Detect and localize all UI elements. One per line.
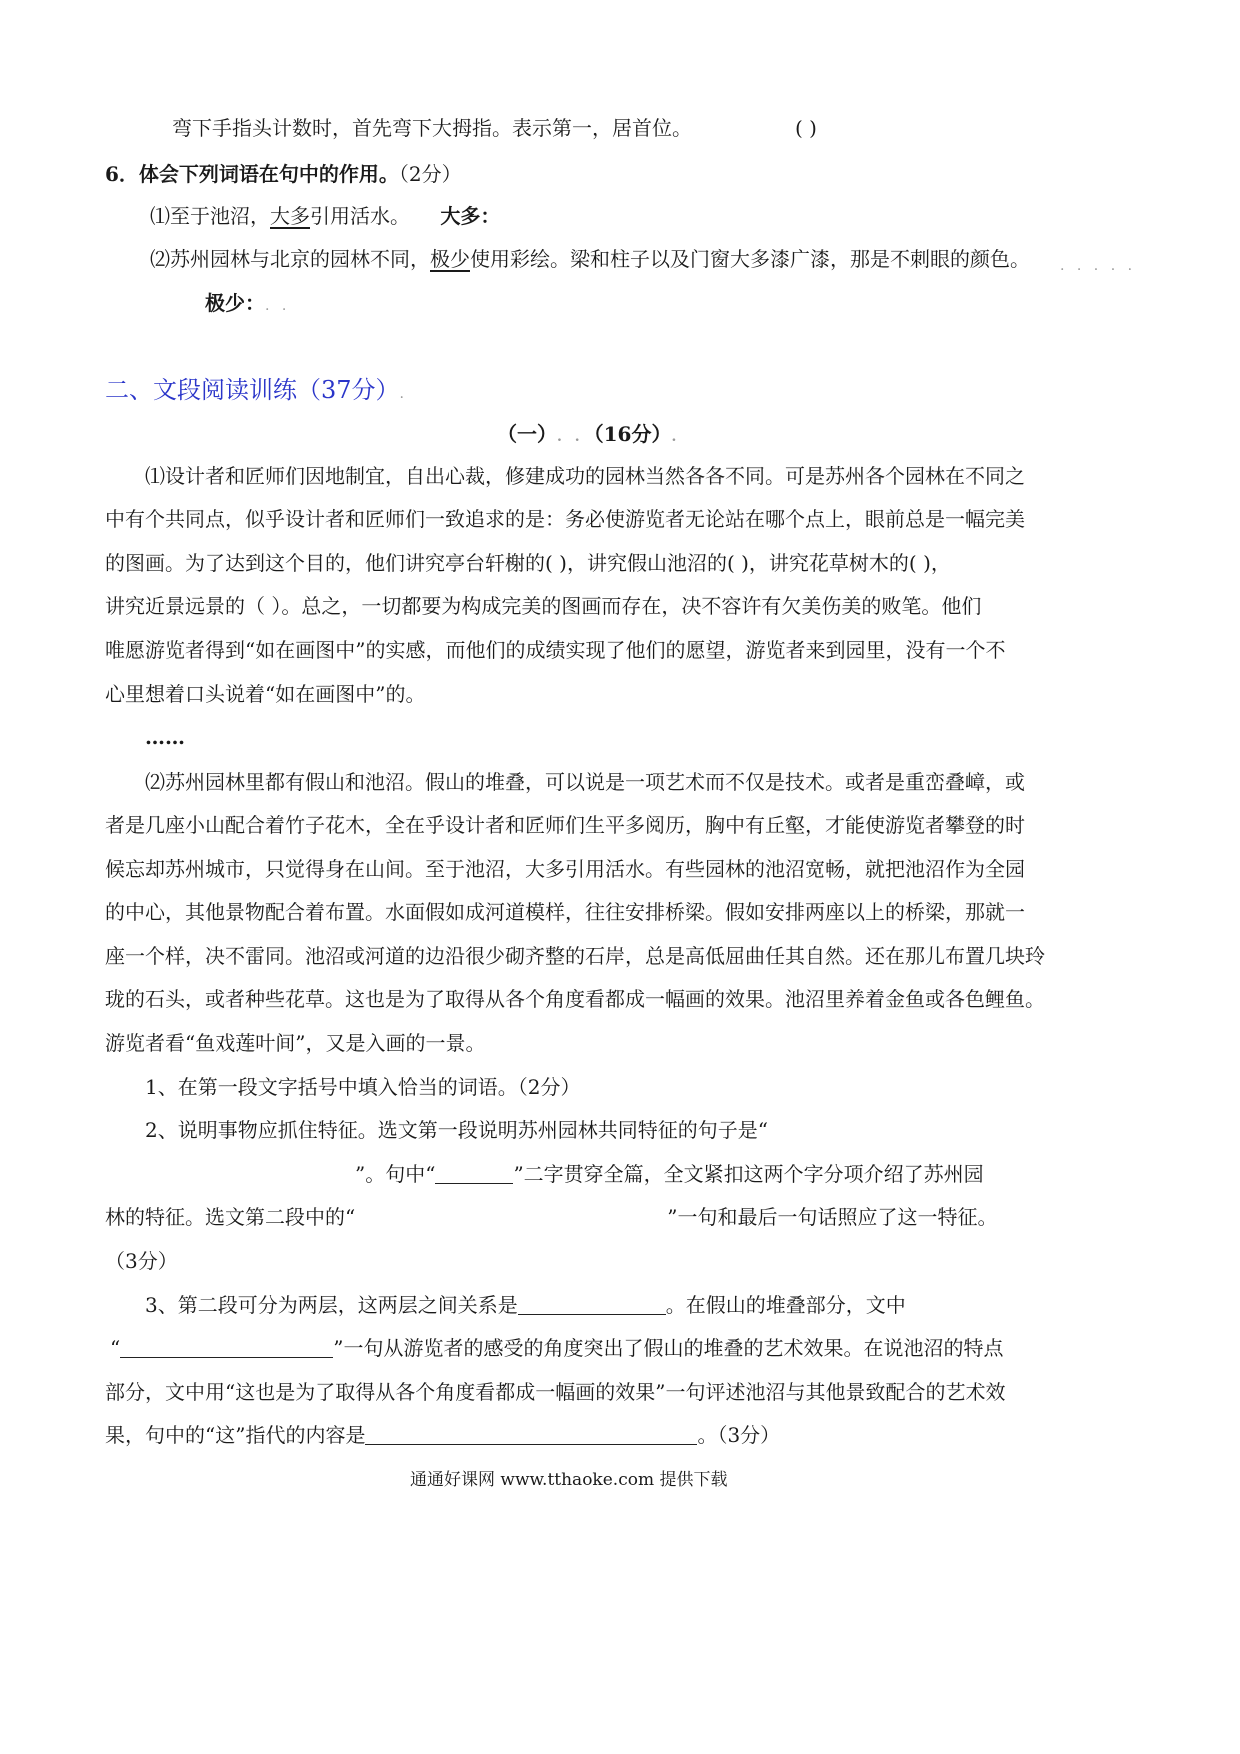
part1-dot: . xyxy=(671,429,681,445)
question-2-score: （3分） xyxy=(105,1249,178,1273)
q6-item1-post: 引用活水。 xyxy=(310,204,410,228)
q2-blank-keyword[interactable] xyxy=(435,1163,513,1184)
passage-p1-line: 的图画。为了达到这个目的，他们讲究亭台轩榭的( )，讲究假山池沼的( )，讲究花草树木的( )， xyxy=(105,551,951,575)
passage-p1-line: ⑴设计者和匠师们因地制宜，自出心裁，修建成功的园林当然各各不同。可是苏州各个园林在不同之 xyxy=(145,464,1025,488)
passage-p2-line: 座一个样，决不雷同。池沼或河道的边沿很少砌齐整的石岸，总是高低屈曲任其自然。还在那儿布置几块玲 xyxy=(105,944,1045,968)
q3-text-f: 。（3分） xyxy=(697,1423,781,1447)
part1-title-a: （一） xyxy=(497,422,557,446)
question-3-line4 xyxy=(105,1421,780,1449)
question-1: 1、在第一段文字括号中填入恰当的词语。（2分） xyxy=(145,1075,581,1099)
question-3-line2 xyxy=(110,1334,1003,1362)
section2-title: 二、文段阅读训练（37分） xyxy=(105,376,400,404)
passage-p2-line: 游览者看“鱼戏莲叶间”，又是入画的一景。 xyxy=(105,1031,486,1055)
question-2-line3 xyxy=(105,1203,997,1231)
question-3-line1 xyxy=(145,1291,906,1319)
q5-text: 弯下手指头计数时，首先弯下大拇指。表示第一，居首位。 xyxy=(172,116,692,140)
q5-line xyxy=(172,114,692,142)
passage-p2-line: 珑的石头，或者种些花草。这也是为了取得从各个角度看都成一幅画的效果。池沼里养着金鱼或各色鲤鱼。 xyxy=(105,987,1045,1011)
q3-text-e: 果，句中的“这”指代的内容是 xyxy=(105,1423,366,1447)
q6-item1-label: 大多： xyxy=(440,204,501,228)
q6-item1 xyxy=(150,202,500,230)
q6-item2-post: 使用彩绘。梁和柱子以及门窗大多漆广漆，那是不刺眼的颜色。 xyxy=(470,247,1030,271)
passage-p2-line: 候忘却苏州城市，只觉得身在山间。至于池沼，大多引用活水。有些园林的池沼宽畅，就把池沼作为全园 xyxy=(105,857,1025,881)
q6-title: 6．体会下列词语在句中的作用。 xyxy=(105,162,399,186)
section2-heading xyxy=(105,376,408,408)
q6-item1-word: 大多 xyxy=(270,204,310,228)
q3-text-b: 。在假山的堆叠部分，文中 xyxy=(665,1293,906,1317)
q6-item2-label: 极少： xyxy=(205,291,265,315)
passage-p2-line: ⑵苏州园林里都有假山和池沼。假山的堆叠，可以说是一项艺术而不仅是技术。或者是重峦叠嶂，或 xyxy=(145,770,1025,794)
q6-item2 xyxy=(150,245,1030,273)
question-3-line3: 部分，文中用“这也是为了取得从各个角度看都成一幅画的效果”一句评述池沼与其他景致配合的艺术效 xyxy=(105,1380,1006,1404)
q6-item2-word: 极少 xyxy=(430,247,470,271)
passage-p2-line: 的中心，其他景物配合着布置。水面假如成河道模样，往往安排桥梁。假如安排两座以上的桥梁，那就一 xyxy=(105,900,1025,924)
q5-answer-parens: ( ) xyxy=(795,116,817,140)
q2-text-b: ”二字贯穿全篇，全文紧扣这两个字分项介绍了苏州园 xyxy=(513,1162,984,1186)
question-2-line1: 2、说明事物应抓住特征。选文第一段说明苏州园林共同特征的句子是“ xyxy=(145,1118,768,1142)
q2-text-a: ”。句中“ xyxy=(355,1162,436,1186)
q6-item2-pre: ⑵苏州园林与北京的园林不同， xyxy=(150,247,430,271)
q6-item2-dots: . . xyxy=(265,298,291,314)
q6-score: （2分） xyxy=(398,162,462,186)
passage-p1-line: 讲究近景远景的（ ）。总之，一切都要为构成完美的图画而存在，决不容许有欠美伤美的败笔。他们 xyxy=(105,594,982,618)
passage-p1-line: 中有个共同点，似乎设计者和匠师们一致追求的是：务必使游览者无论站在哪个点上，眼前总是一幅完美 xyxy=(105,507,1025,531)
q3-text-c: “ xyxy=(110,1336,121,1360)
question-2-line2 xyxy=(355,1160,984,1188)
q2-text-d: ”一句和最后一句话照应了这一特征。 xyxy=(667,1205,998,1229)
passage-p2-line: 者是几座小山配合着竹子花木，全在乎设计者和匠师们生平多阅历，胸中有丘壑，才能使游览者攀登的时 xyxy=(105,813,1025,837)
section2-dot: . xyxy=(399,386,408,402)
q3-text-a: 3、第二段可分为两层，这两层之间关系是 xyxy=(145,1293,518,1317)
passage-ellipsis: …… xyxy=(145,725,185,749)
part1-dots: . . xyxy=(557,429,584,445)
passage-p1-line: 唯愿游览者得到“如在画图中”的实感，而他们的成绩实现了他们的愿望，游览者来到园里，没有一个不 xyxy=(105,638,1006,662)
q2-text-c: 林的特征。选文第二段中的“ xyxy=(105,1205,356,1229)
passage-p1-line: 心里想着口头说着“如在画图中”的。 xyxy=(105,682,426,706)
page-footer: 通通好课网 www.tthaoke.com 提供下载 xyxy=(410,1470,728,1490)
q3-blank-relation[interactable] xyxy=(518,1294,666,1315)
q3-blank-reference[interactable] xyxy=(365,1424,697,1445)
q6-heading xyxy=(105,160,462,188)
part1-title xyxy=(497,420,680,451)
q3-blank-sentence[interactable] xyxy=(120,1337,333,1358)
part1-title-b: （16分） xyxy=(583,422,672,446)
q6-item1-pre: ⑴至于池沼， xyxy=(150,204,270,228)
q3-text-d: ”一句从游览者的感受的角度突出了假山的堆叠的艺术效果。在说池沼的特点 xyxy=(333,1336,1004,1360)
margin-dots: . . . . . xyxy=(1060,258,1137,274)
q6-item2-label-line xyxy=(205,289,290,320)
